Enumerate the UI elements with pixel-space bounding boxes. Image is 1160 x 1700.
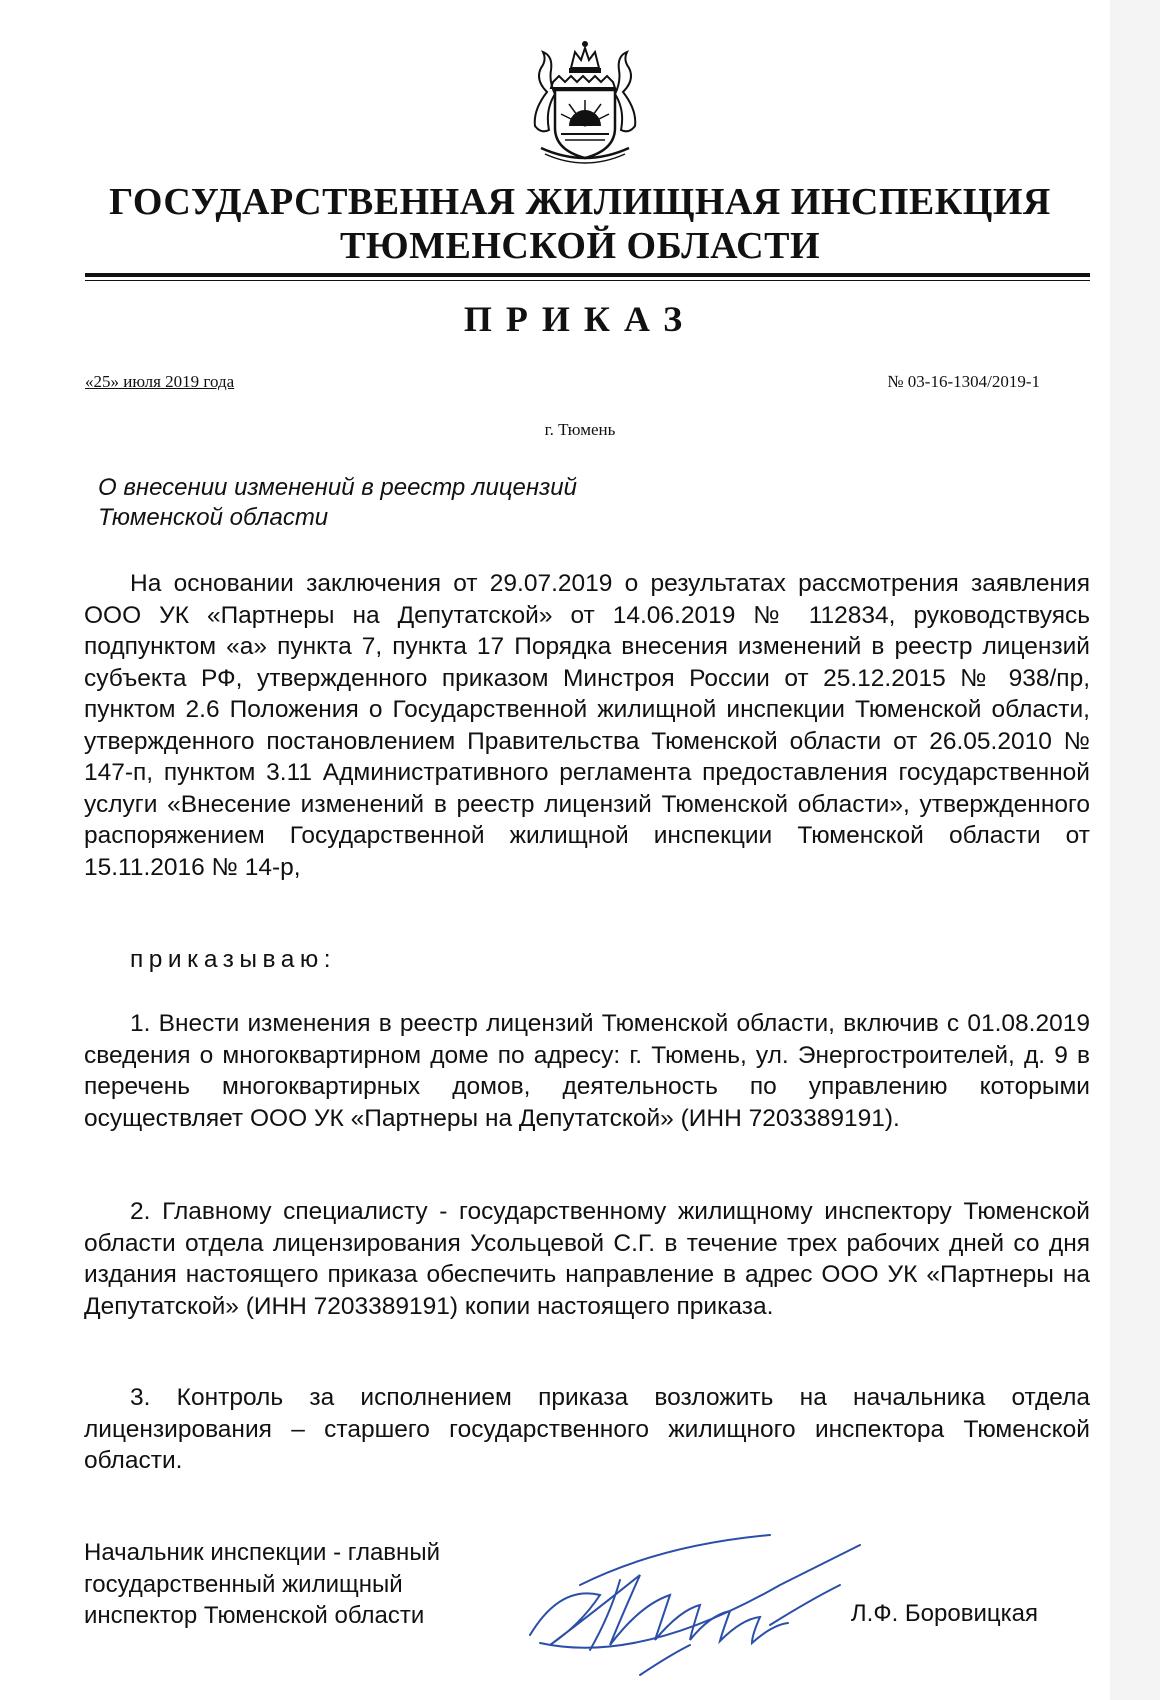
signatory-title: [84, 1537, 524, 1632]
coat-of-arms-icon: [505, 30, 665, 165]
header-divider: [85, 273, 1090, 277]
orders-heading: [84, 944, 1090, 976]
order-item-1-text: 1. Внести изменения в реестр лицензий Тюменской области, включив с 01.08.2019 сведения о многоквартирном доме по адресу: г. Тюмень, ул. Энергостроителей, д. 9 в перечень многоквартирных домов, деятельность по управлению которыми осуществляет ООО УК «Партнеры на Депутатской» (ИНН 7203389191).: [84, 1010, 1090, 1132]
order-item-3: [84, 1382, 1090, 1477]
document-subject: [98, 473, 698, 533]
header-divider-thin: [85, 280, 1090, 281]
order-item-3-text: 3. Контроль за исполнением приказа возложить на начальника отдела лицензирования – старшего государственного жилищного инспектора Тюменской области.: [84, 1384, 1090, 1474]
handwritten-signature: [520, 1525, 880, 1685]
order-item-2-text: 2. Главному специалисту - государственному жилищному инспектору Тюменской области отдела лицензирования Усольцевой С.Г. в течение трех рабочих дней со дня издания настоящего приказа обеспечить направление в адрес ООО УК «Партнеры на Депутатской» (ИНН 7203389191) копии настоящего приказа.: [84, 1198, 1090, 1320]
organization-name-line1: ГОСУДАРСТВЕННАЯ ЖИЛИЩНАЯ ИНСПЕКЦИЯ: [109, 181, 1051, 223]
organization-name-line2: ТЮМЕНСКОЙ ОБЛАСТИ: [339, 225, 820, 267]
signatory-title-line3: инспектор Тюменской области: [84, 1602, 425, 1629]
document-type-title: ПРИКАЗ: [463, 299, 697, 339]
document-city: г. Тюмень: [544, 420, 616, 439]
document-number: № 03-16-1304/2019-1: [887, 372, 1040, 391]
preamble-paragraph: [84, 568, 1090, 883]
preamble-text: На основании заключения от 29.07.2019 о результатах рассмотрения заявления ООО УК «Партнеры на Депутатской» от 14.06.2019 № 112834, руководствуясь подпунктом «а» пункта 7, пункта 17 Порядка внесения изменений в реестр лицензий субъекта РФ, утвержденного приказом Минстроя России от 25.12.2015 № 938/пр, пунктом 2.6 Положения о Государственной жилищной инспекции Тюменской области, утвержденного постановлением Правительства Тюменской области от 26.05.2010 № 147-п, пунктом 3.11 Административного регламента предоставления государственной услуги «Внесение изменений в реестр лицензий Тюменской области», утвержденного распоряжением Государственной жилищной инспекции Тюменской области от 15.11.2016 № 14-р,: [84, 570, 1090, 881]
signatory-name: Л.Ф. Боровицкая: [850, 1600, 1038, 1627]
subject-line1: О внесении изменений в реестр лицензий: [98, 474, 577, 501]
orders-word: приказываю:: [130, 946, 337, 973]
order-item-2: [84, 1196, 1090, 1322]
signatory-title-line1: Начальник инспекции - главный: [84, 1539, 440, 1566]
order-item-1: [84, 1008, 1090, 1134]
subject-line2: Тюменской области: [98, 504, 329, 531]
document-date: «25» июля 2019 года: [85, 372, 235, 391]
signatory-title-line2: государственный жилищный: [84, 1570, 403, 1598]
organization-name: [0, 180, 1160, 268]
